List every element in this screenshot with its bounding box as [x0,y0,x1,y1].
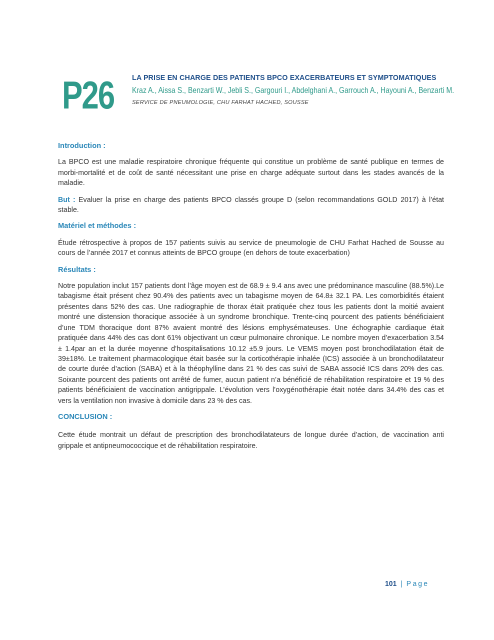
objective-text: Evaluer la prise en charge des patients BPCO classés groupe D (selon recommandations GOLD 2017) à l’état stable. [58,195,444,215]
objective-paragraph [58,195,444,216]
affiliation: SERVICE DE PNEUMOLOGIE, CHU FARHAT HACHED, SOUSSE [132,100,309,106]
results-heading: Résultats : [58,264,96,274]
results-text: Notre population inclut 157 patients dont l’âge moyen est de 68.9 ± 9.4 ans avec une prédominance masculine (88.5%).Le tabagisme était présent chez 90.4% des patients avec un tabagisme moyen de 64.8± 32.1 PA. Les comorbidités étaient présentes dans 52% des cas. Une radiographie de thorax était pratiquée chez tous les patients dont la moitié avaient montré une distension thoracique associée à un syndrome bronchique. Trente-cinq pourcent des patients bénéficiaient d’une TDM thoracique dont 87% avaient montré des lésions emphysémateuses. Une échographie cardiaque était pratiquée dans 44% des cas dont 61% objectivant un cœur pulmonaire chronique. Le nombre moyen d’exacerbation 3.54 ± 1.4par an et la durée moyenne d’hospitalisations 10.12 ±5.9 jours. Le VEMS moyen post bronchodilatation était de 39±18%. Le traitement pharmacologique était basée sur la corticothérapie inhalée (ICS) associée à un bronchodilatateur de courte durée d’action (SABA) et à la théophylline dans 21 % des cas suivi de SABA associé ICS dans 20% des cas. Soixante pourcent des patients ont arrêté de fumer, aucun patient n’a bénéficié de réhabilitation respiratoire et 19 % des patients bénéficiaient de vaccination antigrippale. L’évolution vers l’oxygénothérapie était notée dans 34.4% des cas et vers la ventilation non invasive à domicile dans 23 % des cas. [58,282,444,405]
objective-label: But : [58,195,76,204]
conclusion-heading: CONCLUSION : [58,411,113,421]
abstract-title: LA PRISE EN CHARGE DES PATIENTS BPCO EXACERBATEURS ET SYMPTOMATIQUES [132,73,437,82]
page-footer [385,581,429,588]
page-number: 101 [385,581,397,588]
methods-heading: Matériel et méthodes : [58,221,137,231]
footer-separator: | [400,581,403,588]
intro-text: La BPCO est une maladie respiratoire chronique fréquente qui constitue un problème de santé publique en termes de morbi-mortalité et de coût de santé nécessitant une prise en charge adéquate surtout dans les stades avancés de la maladie. [58,158,444,188]
abstract-header [132,73,462,107]
conclusion-text: Cette étude montrait un défaut de prescription des bronchodilatateurs de longue durée d’action, de vaccination anti grippale et antipneumococcique et de réhabilitation respiratoire. [58,431,444,450]
abstract-body [58,141,444,451]
poster-code: P26 [62,73,115,117]
intro-heading: Introduction : [58,141,106,150]
methods-text: Étude rétrospective à propos de 157 patients suivis au service de pneumologie de CHU Farhat Hached de Sousse au cours de l’année 2017 et connus atteints de BPCO groupe (en dehors de toute exacerbation) [58,238,444,258]
page-word: Page [406,581,430,588]
author-list: Kraz A., Aissa S., Benzarti W., Jebli S., Gargouri I., Abdelghani A., Garrouch A., Hayouni A., Benzarti M. [132,86,455,95]
